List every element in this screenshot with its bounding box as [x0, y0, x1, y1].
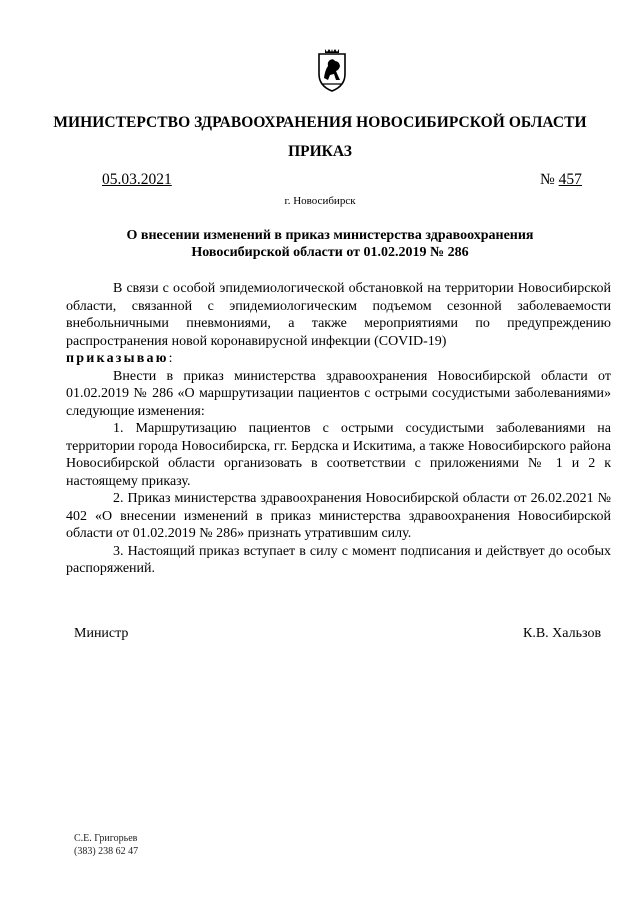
city: г. Новосибирск [284, 195, 356, 207]
number-prefix: № [540, 171, 555, 188]
signer-title: Министр [74, 626, 129, 641]
document-type: ПРИКАЗ [288, 143, 352, 160]
author-phone: (383) 238 62 47 [74, 846, 139, 857]
preamble-paragraph [66, 280, 611, 368]
subject-line-1: О внесении изменений в приказ министерства здравоохранения [126, 228, 534, 243]
order-colon: : [168, 351, 173, 366]
order-word: приказываю [66, 351, 169, 366]
subject-line-2: Новосибирской области от 01.02.2019 № 286 [191, 245, 469, 260]
ministry-name: МИНИСТЕРСТВО ЗДРАВООХРАНЕНИЯ НОВОСИБИРСКОЙ ОБЛАСТИ [53, 114, 587, 131]
item-3: 3. Настоящий приказ вступает в силу с момент подписания и действует до особых распоряжений. [66, 543, 611, 576]
document-body [66, 280, 611, 578]
signer-name: К.В. Хальзов [523, 626, 602, 641]
author-block [74, 832, 138, 858]
preamble-text: В связи с особой эпидемиологической обстановкой на территории Новосибирской области, связанной с эпидемиологическим подъемом сезонной заболеваемости внебольничными пневмониями, а также мероприятиями по предупреждению распространения новой коронавирусной инфекции (COVID-19) [66, 281, 611, 349]
item-2: 2. Приказ министерства здравоохранения Новосибирской области от 26.02.2021 № 402 «О внесении изменений в приказ министерства здравоохранения Новосибирской области от 01.02.2019 № 286» признать утратившим силу. [66, 491, 611, 541]
author-name: С.Е. Григорьев [74, 833, 138, 844]
document-number [540, 171, 582, 189]
coat-of-arms-icon [316, 48, 348, 92]
item-1: 1. Маршрутизацию пациентов с острыми сосудистыми заболеваниями на территории города Новосибирска, гг. Бердска и Искитима, а также Новосибирского района Новосибирской области организовать в соответствии с приложениями № 1 и 2 к настоящему приказу. [66, 421, 611, 489]
number-value: 457 [558, 171, 582, 188]
document-subject [90, 227, 570, 261]
intro-paragraph: Внести в приказ министерства здравоохранения Новосибирской области от 01.02.2019 № 286 «О маршрутизации пациентов с острыми сосудистыми заболеваниями» следующие изменения: [66, 368, 611, 419]
document-date: 05.03.2021 [102, 171, 172, 188]
